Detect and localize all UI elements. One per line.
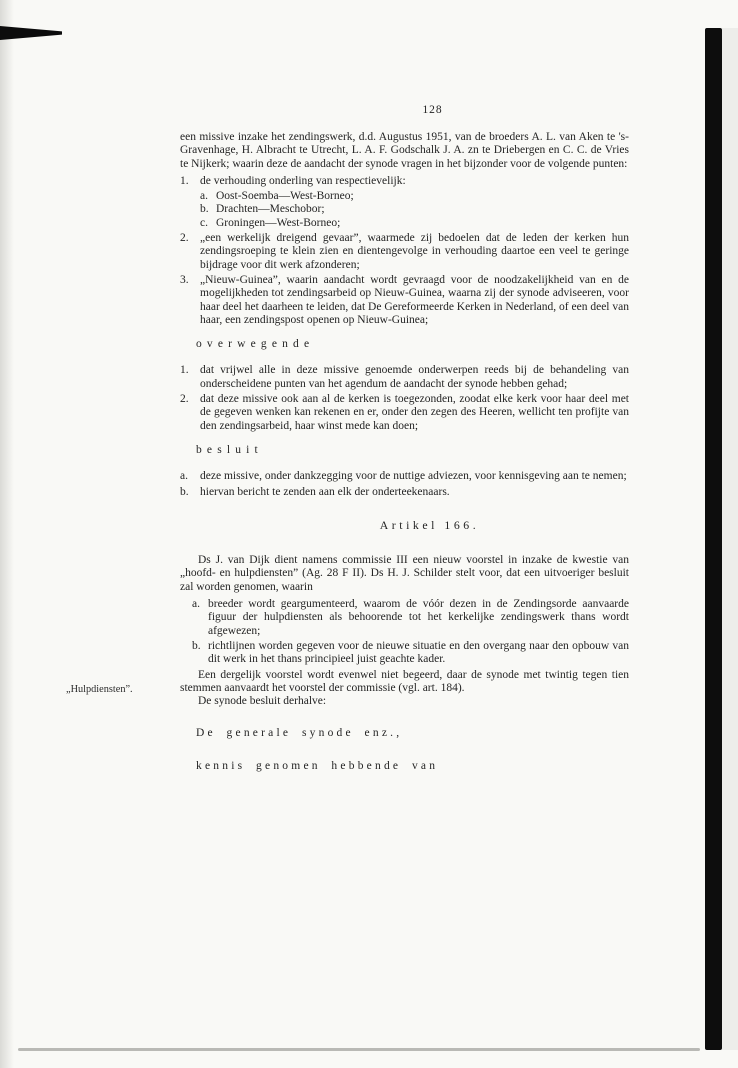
list-item-text: Drachten—Meschobor; — [216, 203, 325, 216]
closing-line-2: kennis genomen hebbende van — [196, 759, 439, 772]
list-marker: c. — [200, 216, 208, 229]
page-bottom-shadow — [18, 1048, 700, 1051]
sublist-item-a — [200, 190, 629, 203]
list-item-3 — [180, 274, 629, 327]
list-item-text: dat vrijwel alle in deze missive genoemde onderwerpen reeds bij de behandeling van onderscheidene punten van het agendum de aandacht der synode hebben gehad; — [200, 364, 629, 390]
decision-item-a — [180, 470, 629, 483]
book-edge-strip — [705, 28, 722, 1050]
sublist-item-c — [200, 217, 629, 230]
consideration-item-2 — [180, 393, 629, 433]
heading-besluit: besluit — [196, 443, 263, 456]
list-marker: a. — [200, 190, 208, 203]
article-intro-paragraph: Ds J. van Dijk dient namens commissie III een nieuw voorstel in inzake de kwestie van „hoofd- en hulpdiensten” (Ag. 28 F II). Ds H. J. Schilder stelt voor, dat een uitvoeriger besluit zal worden genomen, waarin — [180, 554, 629, 593]
closing-line-1: De generale synode enz., — [196, 727, 403, 740]
margin-note: „Hulpdiensten”. — [66, 684, 133, 695]
list-marker: 2. — [180, 393, 189, 406]
list-item-text: hiervan bericht te zenden aan elk der onderteekenaars. — [200, 485, 450, 498]
list-item-text: „Nieuw-Guinea”, waarin aandacht wordt gevraagd voor de noodzakelijkheid van en de mogelijkheden tot zendingsarbeid op Nieuw-Guinea, waarna zij der synode adviseeren, voor haar deel het daarheen te leiden, dat De Gereformeerde Kerken in Nederland, of een deel van haar, een zendingspost openen op Nieuw-Guinea; — [200, 273, 629, 326]
list-marker: a. — [192, 598, 200, 611]
sublist-item-b — [200, 203, 629, 216]
list-item-text: „een werkelijk dreigend gevaar”, waarmede zij bedoelen dat de leden der kerken hun zendingsroeping te klein zien en dientengevolge in verhouding daartoe een veel te geringe bijdrage voor dit werk afzonderen; — [200, 232, 629, 271]
article-heading: Artikel 166. — [379, 517, 480, 532]
article-item-b — [192, 640, 629, 667]
list-marker: 1. — [180, 364, 189, 377]
book-edge-paper — [722, 28, 738, 1050]
list-marker: b. — [200, 203, 209, 216]
paragraph-intro: een missive inzake het zendingswerk, d.d. Augustus 1951, van de broeders A. L. van Aken te 's-Gravenhage, H. Albracht te Utrecht, L. A. F. Godschalk J. A. zn te Driebergen en C. C. de Vries te Nijkerk; waarin deze de aandacht der synode vragen in het bijzonder voor de volgende punten: — [180, 131, 629, 170]
list-item-1 — [180, 175, 629, 188]
list-marker: 3. — [180, 273, 189, 286]
list-item-2 — [180, 232, 629, 272]
list-marker: b. — [180, 485, 189, 498]
article-paragraph-2: Een dergelijk voorstel wordt evenwel niet begeerd, daar de synode met twintig tegen tien stemmen aanvaardt het voorstel der commissie (vgl. art. 184). — [180, 668, 629, 694]
list-item-text: Groningen—West-Borneo; — [216, 216, 341, 229]
consideration-item-1 — [180, 364, 629, 391]
list-item-text: richtlijnen worden gegeven voor de nieuwe situatie en den overgang naar den opbouw van dit werk in het thans principieel juist geachte kader. — [208, 639, 629, 666]
article-list — [192, 598, 629, 666]
page-left-shadow — [0, 0, 14, 1068]
list-item-text: de verhouding onderling van respectievelijk: — [200, 174, 406, 187]
heading-overwegende: overwegende — [196, 338, 315, 351]
book-binding-wedge — [0, 26, 62, 40]
list-marker: 2. — [180, 232, 189, 245]
list-item-text: breeder wordt geargumenteerd, waarom de vóór dezen in de Zendingsorde aanvaarde figuur der hulpdiensten als behoorende tot het kerkelijke zendingswerk thans wordt afgewezen; — [208, 598, 629, 637]
decision-item-b — [180, 486, 629, 499]
list-marker: a. — [180, 470, 188, 483]
list-item-text: dat deze missive ook aan al de kerken is toegezonden, zoodat elke kerk voor haar deel met de gegeven wenken kan rekenen en er, onder den zegen des Heeren, wellicht ten profijte van den zendingsarbeid, haar winst mede kan doen; — [200, 393, 629, 432]
article-paragraph-3: De synode besluit derhalve: — [198, 695, 327, 708]
list-marker: 1. — [180, 174, 189, 187]
page-number: 128 — [422, 104, 443, 116]
article-item-a — [192, 598, 629, 638]
sublist — [200, 190, 629, 230]
list-item-text: deze missive, onder dankzegging voor de nuttige adviezen, voor kennisgeving aan te nemen; — [200, 470, 627, 483]
text-column — [180, 131, 629, 773]
list-marker: b. — [192, 639, 201, 652]
list-item-text: Oost-Soemba—West-Borneo; — [216, 190, 354, 203]
